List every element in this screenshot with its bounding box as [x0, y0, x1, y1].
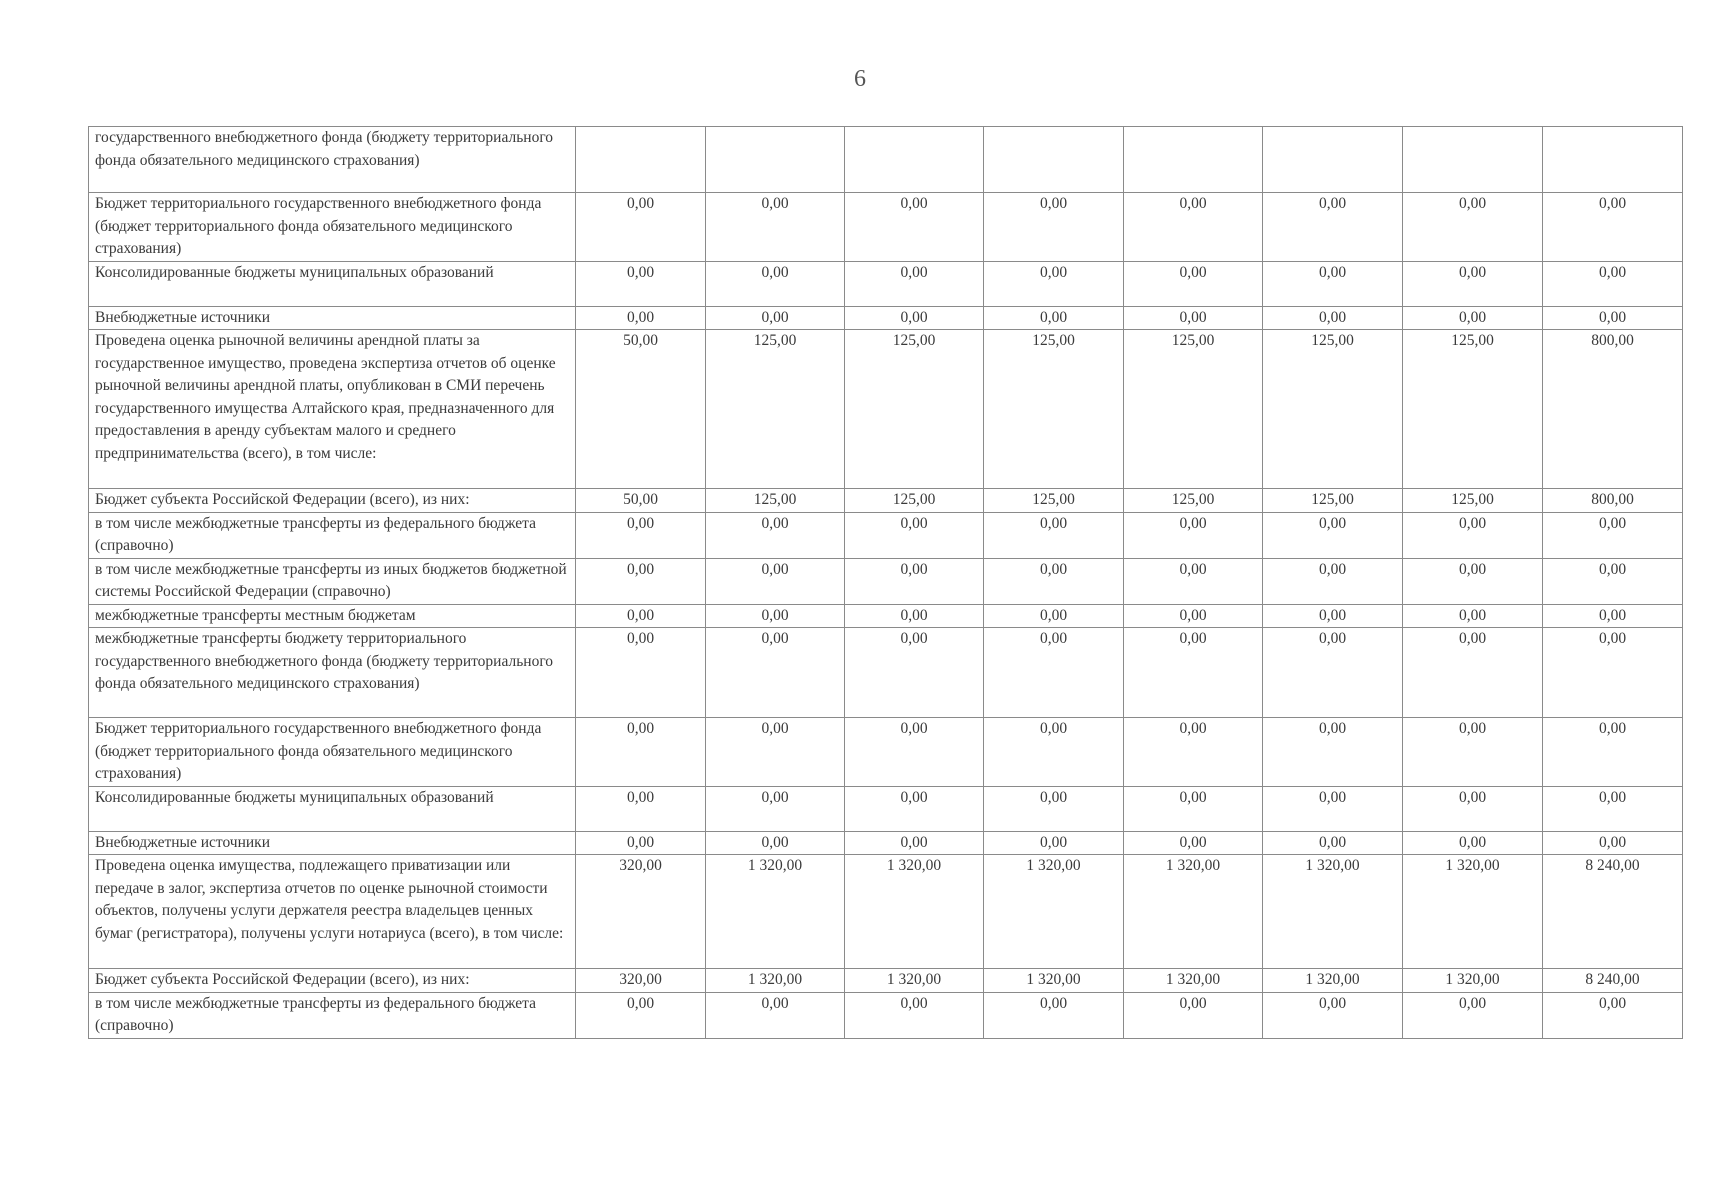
cell-value: 0,00: [1124, 992, 1263, 1038]
cell-value: 0,00: [1543, 604, 1683, 628]
cell-value: [1263, 127, 1403, 193]
cell-value: 0,00: [984, 558, 1124, 604]
cell-value: 0,00: [845, 718, 984, 787]
cell-value: 0,00: [1263, 718, 1403, 787]
cell-value: 0,00: [984, 786, 1124, 831]
cell-value: 0,00: [576, 628, 706, 718]
cell-value: [984, 127, 1124, 193]
cell-value: 0,00: [845, 786, 984, 831]
table-row: [89, 489, 1683, 513]
cell-value: 1 320,00: [1403, 969, 1543, 993]
cell-value: 0,00: [1263, 558, 1403, 604]
cell-value: 0,00: [845, 306, 984, 330]
row-label: Внебюджетные источники: [89, 831, 576, 855]
cell-value: 125,00: [984, 330, 1124, 489]
cell-value: 1 320,00: [1124, 969, 1263, 993]
cell-value: 0,00: [706, 786, 845, 831]
cell-value: 0,00: [576, 992, 706, 1038]
cell-value: 0,00: [706, 831, 845, 855]
cell-value: 0,00: [845, 831, 984, 855]
cell-value: 0,00: [1263, 306, 1403, 330]
cell-value: 0,00: [1543, 628, 1683, 718]
cell-value: 50,00: [576, 330, 706, 489]
cell-value: 125,00: [845, 330, 984, 489]
cell-value: [1403, 127, 1543, 193]
budget-table: [88, 126, 1683, 1039]
cell-value: 0,00: [1403, 831, 1543, 855]
cell-value: 1 320,00: [845, 855, 984, 969]
row-label: Бюджет территориального государственного внебюджетного фонда (бюджет территориального фонда обязательного медицинского страхования): [89, 718, 576, 787]
cell-value: 0,00: [845, 193, 984, 262]
cell-value: 0,00: [1403, 261, 1543, 306]
cell-value: 0,00: [1263, 992, 1403, 1038]
cell-value: 0,00: [1124, 193, 1263, 262]
row-label: в том числе межбюджетные трансферты из федерального бюджета (справочно): [89, 512, 576, 558]
cell-value: 125,00: [706, 330, 845, 489]
cell-value: 1 320,00: [1263, 969, 1403, 993]
row-label: Проведена оценка рыночной величины арендной платы за государственное имущество, проведена экспертиза отчетов об оценке рыночной величины арендной платы, опубликован в СМИ перечень государственного имущества Алтайского края, предназначенного для предоставления в аренду субъектам малого и среднего предпринимательства (всего), в том числе:: [89, 330, 576, 489]
row-label: в том числе межбюджетные трансферты из федерального бюджета (справочно): [89, 992, 576, 1038]
cell-value: 0,00: [984, 831, 1124, 855]
cell-value: 0,00: [845, 604, 984, 628]
row-label: в том числе межбюджетные трансферты из иных бюджетов бюджетной системы Российской Федерации (справочно): [89, 558, 576, 604]
table-row: [89, 261, 1683, 306]
cell-value: 0,00: [984, 306, 1124, 330]
table-row: [89, 330, 1683, 489]
table-row: [89, 127, 1683, 193]
cell-value: 800,00: [1543, 330, 1683, 489]
cell-value: 0,00: [845, 512, 984, 558]
cell-value: 125,00: [1403, 330, 1543, 489]
cell-value: 0,00: [706, 604, 845, 628]
cell-value: 0,00: [1403, 558, 1543, 604]
cell-value: 125,00: [1263, 489, 1403, 513]
cell-value: 0,00: [1543, 512, 1683, 558]
cell-value: 1 320,00: [1263, 855, 1403, 969]
table-row: [89, 992, 1683, 1038]
cell-value: 0,00: [984, 193, 1124, 262]
cell-value: 0,00: [576, 193, 706, 262]
row-label: государственного внебюджетного фонда (бюджету территориального фонда обязательного медицинского страхования): [89, 127, 576, 193]
cell-value: 0,00: [706, 628, 845, 718]
cell-value: 0,00: [1403, 786, 1543, 831]
cell-value: 0,00: [1403, 718, 1543, 787]
cell-value: 0,00: [845, 992, 984, 1038]
cell-value: [576, 127, 706, 193]
cell-value: 1 320,00: [984, 855, 1124, 969]
cell-value: 0,00: [1124, 261, 1263, 306]
cell-value: 1 320,00: [706, 969, 845, 993]
cell-value: 0,00: [845, 261, 984, 306]
cell-value: [1543, 127, 1683, 193]
cell-value: 1 320,00: [984, 969, 1124, 993]
cell-value: 0,00: [1263, 628, 1403, 718]
table-row: [89, 628, 1683, 718]
cell-value: 0,00: [1403, 512, 1543, 558]
cell-value: 0,00: [706, 992, 845, 1038]
cell-value: 0,00: [1263, 261, 1403, 306]
cell-value: 0,00: [576, 512, 706, 558]
row-label: межбюджетные трансферты бюджету территориального государственного внебюджетного фонда (бюджету территориального фонда обязательного медицинского страхования): [89, 628, 576, 718]
cell-value: 125,00: [984, 489, 1124, 513]
cell-value: 0,00: [1263, 604, 1403, 628]
cell-value: 0,00: [1124, 718, 1263, 787]
cell-value: 8 240,00: [1543, 855, 1683, 969]
cell-value: 0,00: [1263, 512, 1403, 558]
table-row: [89, 193, 1683, 262]
cell-value: 125,00: [1124, 330, 1263, 489]
cell-value: 320,00: [576, 855, 706, 969]
cell-value: 0,00: [1543, 786, 1683, 831]
table-row: [89, 718, 1683, 787]
cell-value: 0,00: [576, 306, 706, 330]
cell-value: 0,00: [1124, 558, 1263, 604]
cell-value: 50,00: [576, 489, 706, 513]
cell-value: 0,00: [1403, 628, 1543, 718]
row-label: Бюджет территориального государственного внебюджетного фонда (бюджет территориального фонда обязательного медицинского страхования): [89, 193, 576, 262]
cell-value: 0,00: [576, 786, 706, 831]
cell-value: [1124, 127, 1263, 193]
table-row: [89, 558, 1683, 604]
table-row: [89, 604, 1683, 628]
cell-value: 320,00: [576, 969, 706, 993]
cell-value: 0,00: [1403, 604, 1543, 628]
cell-value: 0,00: [706, 558, 845, 604]
cell-value: 0,00: [984, 718, 1124, 787]
cell-value: [845, 127, 984, 193]
cell-value: 0,00: [1543, 193, 1683, 262]
cell-value: 0,00: [1263, 786, 1403, 831]
cell-value: 125,00: [1263, 330, 1403, 489]
cell-value: 0,00: [1124, 831, 1263, 855]
row-label: Внебюджетные источники: [89, 306, 576, 330]
cell-value: 0,00: [1543, 306, 1683, 330]
cell-value: 0,00: [576, 261, 706, 306]
cell-value: 1 320,00: [1124, 855, 1263, 969]
cell-value: 125,00: [1403, 489, 1543, 513]
cell-value: 0,00: [1124, 604, 1263, 628]
row-label: межбюджетные трансферты местным бюджетам: [89, 604, 576, 628]
cell-value: 125,00: [706, 489, 845, 513]
cell-value: 1 320,00: [1403, 855, 1543, 969]
cell-value: 0,00: [845, 558, 984, 604]
cell-value: 0,00: [576, 558, 706, 604]
cell-value: 0,00: [1543, 992, 1683, 1038]
row-label: Бюджет субъекта Российской Федерации (всего), из них:: [89, 969, 576, 993]
cell-value: 0,00: [1124, 306, 1263, 330]
cell-value: 0,00: [984, 992, 1124, 1038]
cell-value: 0,00: [706, 261, 845, 306]
page-number: 6: [854, 66, 866, 92]
cell-value: 0,00: [1263, 193, 1403, 262]
table-row: [89, 306, 1683, 330]
cell-value: [706, 127, 845, 193]
cell-value: 0,00: [984, 261, 1124, 306]
cell-value: 0,00: [576, 604, 706, 628]
cell-value: 0,00: [706, 512, 845, 558]
cell-value: 0,00: [1543, 261, 1683, 306]
cell-value: 1 320,00: [706, 855, 845, 969]
cell-value: 1 320,00: [845, 969, 984, 993]
cell-value: 0,00: [706, 193, 845, 262]
cell-value: 0,00: [1543, 831, 1683, 855]
cell-value: 0,00: [1124, 628, 1263, 718]
cell-value: 0,00: [706, 718, 845, 787]
cell-value: 0,00: [1403, 306, 1543, 330]
cell-value: 0,00: [1403, 193, 1543, 262]
cell-value: 125,00: [1124, 489, 1263, 513]
cell-value: 0,00: [576, 718, 706, 787]
table-row: [89, 969, 1683, 993]
row-label: Проведена оценка имущества, подлежащего приватизации или передаче в залог, экспертиза отчетов по оценке рыночной стоимости объектов, получены услуги держателя реестра владельцев ценных бумаг (регистратора), получены услуги нотариуса (всего), в том числе:: [89, 855, 576, 969]
cell-value: 8 240,00: [1543, 969, 1683, 993]
cell-value: 0,00: [1403, 992, 1543, 1038]
table-row: [89, 786, 1683, 831]
table-row: [89, 512, 1683, 558]
cell-value: 800,00: [1543, 489, 1683, 513]
cell-value: 125,00: [845, 489, 984, 513]
cell-value: 0,00: [845, 628, 984, 718]
cell-value: 0,00: [1543, 718, 1683, 787]
cell-value: 0,00: [984, 628, 1124, 718]
cell-value: 0,00: [1124, 786, 1263, 831]
cell-value: 0,00: [1124, 512, 1263, 558]
cell-value: 0,00: [1543, 558, 1683, 604]
cell-value: 0,00: [984, 512, 1124, 558]
table-row: [89, 831, 1683, 855]
table-body: [89, 127, 1683, 1039]
cell-value: 0,00: [984, 604, 1124, 628]
cell-value: 0,00: [1263, 831, 1403, 855]
row-label: Консолидированные бюджеты муниципальных образований: [89, 261, 576, 306]
row-label: Бюджет субъекта Российской Федерации (всего), из них:: [89, 489, 576, 513]
cell-value: 0,00: [576, 831, 706, 855]
row-label: Консолидированные бюджеты муниципальных образований: [89, 786, 576, 831]
table-row: [89, 855, 1683, 969]
cell-value: 0,00: [706, 306, 845, 330]
